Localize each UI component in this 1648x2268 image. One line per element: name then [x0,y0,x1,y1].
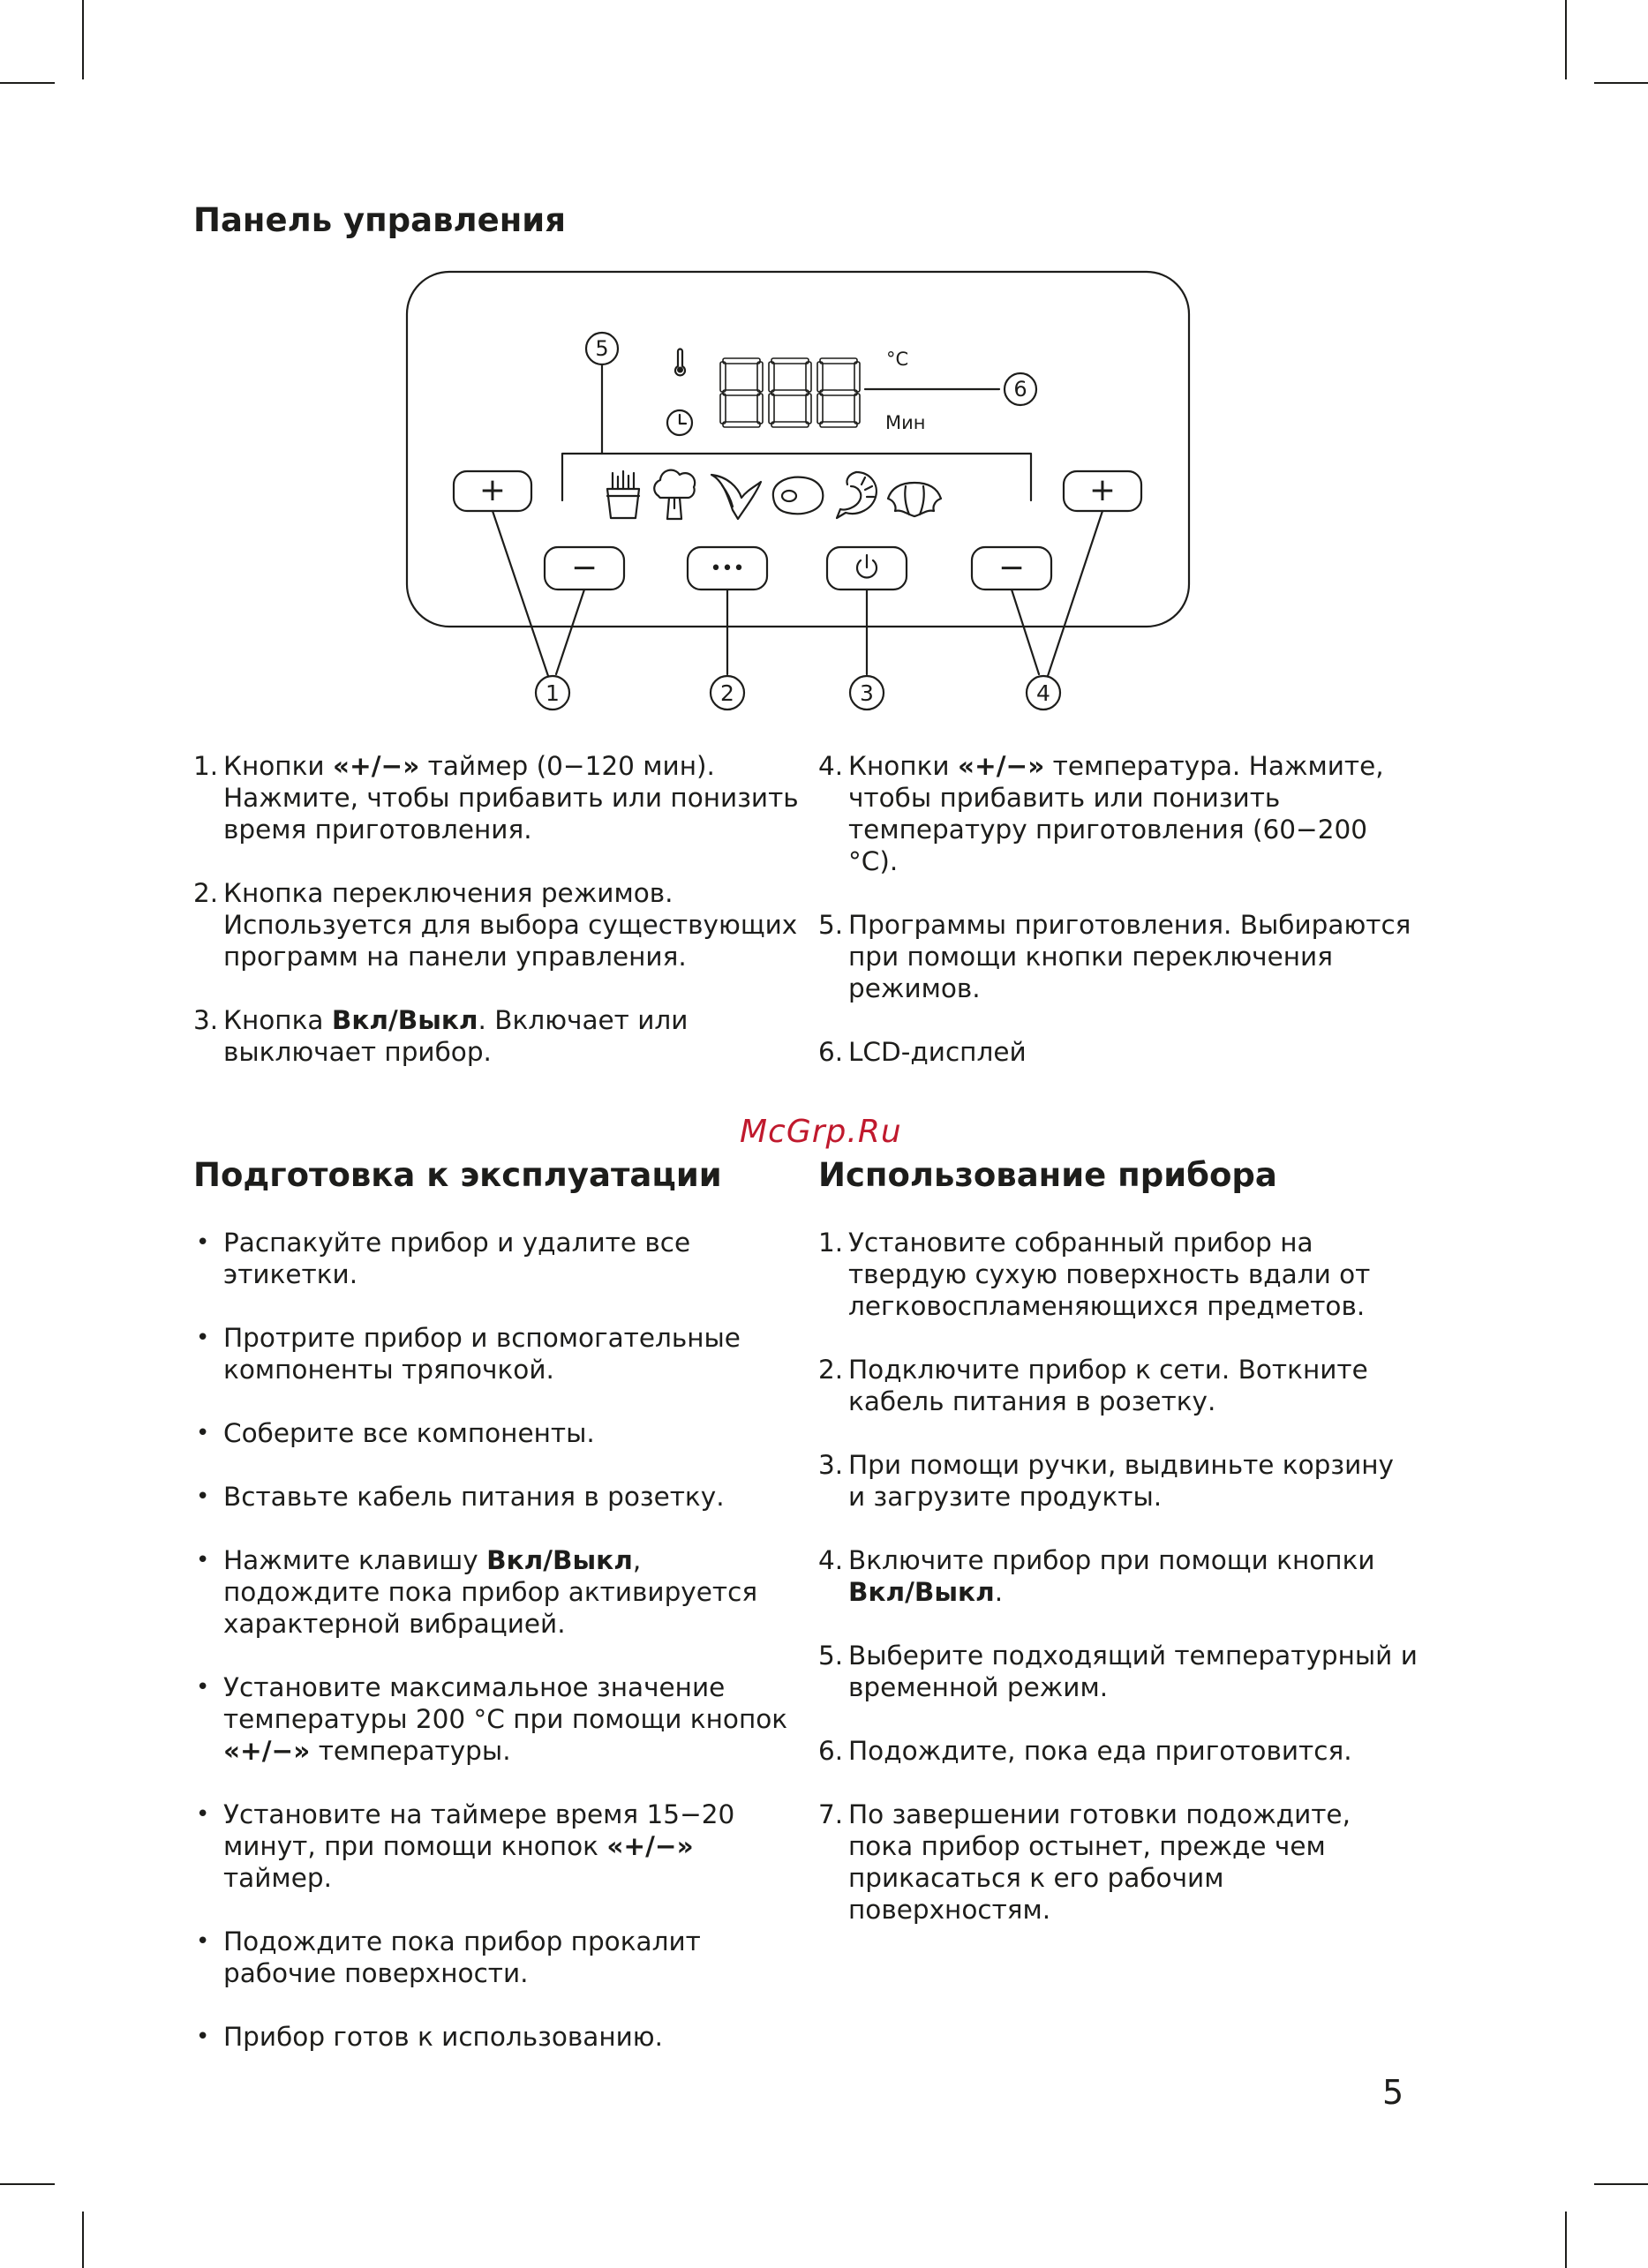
bullet: • [196,1674,210,1701]
unit-celsius: °C [886,349,909,370]
clock-icon [667,410,692,435]
callout-2-label: 2 [720,680,734,706]
list-item: • Распакуйте прибор и удалите все этикетки. [196,1228,691,1289]
thermometer-icon [675,349,685,376]
list-item: 6. Подождите, пока еда приготовится. [818,1736,1352,1766]
lcd-display [720,358,860,427]
crop-mark [82,2212,84,2268]
panel-item-3 [193,1004,802,1068]
panel-item-num: 1. [193,751,219,781]
bullet: • [196,1325,210,1351]
panel-section-title: Панель управления [193,201,566,239]
panel-item-text: Кнопки «+/−» температура. Нажмите, чтобы прибавить или понизить температуру приготовления (60−200 °С). [848,751,1384,876]
panel-item-text: LCD-дисплей [848,1037,1027,1067]
callout-6-label: 6 [1013,377,1027,402]
panel-outline [407,272,1189,627]
preparation-title: Подготовка к эксплуатации [193,1156,722,1194]
panel-items-left [193,750,802,1100]
bullet: • [196,1801,210,1828]
control-panel-diagram [388,260,1200,724]
panel-item-text: Программы приготовления. Выбираются при помощи кнопки переключения режимов. [848,910,1411,1003]
page-number: 5 [1382,2073,1404,2112]
list-item: 2. Подключите прибор к сети. Воткните кабель питания в розетку. [818,1355,1368,1416]
list-item: • Установите на таймере время 15−20 минут, при помощи кнопок «+/−» таймер. [196,1799,735,1893]
unit-minutes: Мин [885,412,926,433]
bullet: • [196,1547,210,1573]
list-item: • Протрите прибор и вспомогательные компоненты тряпочкой. [196,1323,741,1385]
panel-item-num: 4. [818,751,844,781]
temp-minus-label: − [997,550,1026,586]
panel-item-num: 2. [193,878,219,908]
list-item: 5. Выберите подходящий температурный и временной режим. [818,1641,1418,1702]
crop-mark [0,82,55,84]
preparation-list [193,1227,802,2084]
steak-icon [773,477,823,514]
callout-5-label: 5 [595,336,609,361]
timer-minus-label: − [570,550,598,586]
crop-mark [1565,0,1567,79]
list-item: • Вставьте кабель питания в розетку. [196,1482,725,1512]
crop-mark [1565,2212,1567,2268]
list-item: • Подождите пока прибор прокалит рабочие поверхности. [196,1926,701,1988]
list-item: • Нажмите клавишу Вкл/Выкл, подождите пока прибор активируется характерной вибрацией. [196,1545,758,1639]
crop-mark [82,0,84,79]
crop-mark [0,2183,55,2185]
panel-item-num: 3. [193,1005,219,1035]
list-item: • Прибор готов к использованию. [196,2022,663,2052]
panel-item-text: Кнопка Вкл/Выкл. Включает или выключает прибор. [223,1005,689,1067]
panel-item-2 [193,877,802,973]
panel-item-5 [818,909,1418,1004]
panel-item-1 [193,750,802,845]
callout-3-label: 3 [860,680,874,706]
list-item: 3. При помощи ручки, выдвиньте корзину и загрузите продукты. [818,1450,1395,1512]
usage-title: Использование прибора [818,1156,1277,1194]
list-item: 4. Включите прибор при помощи кнопки Вкл/Выкл. [818,1545,1375,1607]
chicken-wing-icon [711,475,761,519]
timer-plus-label: + [478,472,507,508]
watermark: McGrp.Ru [740,1114,902,1150]
bullet: • [196,2024,210,2050]
fries-icon [607,471,639,518]
callout-4-label: 4 [1036,680,1050,706]
power-icon [857,555,877,577]
bullet: • [196,1229,210,1256]
croissant-icon [888,483,941,516]
panel-item-text: Кнопки «+/−» таймер (0−120 мин). Нажмите, чтобы прибавить или понизить время приготовления. [223,751,799,845]
usage-list [818,1227,1418,1957]
panel-item-4 [818,750,1418,877]
panel-items-right [818,750,1418,1100]
callout-1-label: 1 [546,680,560,706]
panel-item-num: 6. [818,1037,844,1067]
list-item: • Установите максимальное значение температуры 200 °С при помощи кнопок «+/−» температуры. [196,1672,788,1766]
list-item: 1. Установите собранный прибор на твердую сухую поверхность вдали от легковоспламеняющихся предметов. [818,1228,1371,1321]
crop-mark [1594,82,1648,84]
bullet: • [196,1483,210,1510]
temp-plus-label: + [1088,472,1117,508]
panel-item-6 [818,1036,1418,1068]
bullet: • [196,1928,210,1955]
bullet: • [196,1420,210,1446]
panel-item-num: 5. [818,910,844,940]
mode-button-label: ••• [710,558,745,580]
crop-mark [1594,2183,1648,2185]
shrimp-icon [837,472,877,518]
list-item: 7. По завершении готовки подождите, пока прибор остынет, прежде чем прикасаться к его рабочим поверхностям. [818,1799,1351,1925]
panel-item-text: Кнопка переключения режимов. Используется для выбора существующих программ на панели управления. [223,878,798,972]
list-item: • Соберите все компоненты. [196,1418,595,1448]
broccoli-icon [654,470,695,519]
